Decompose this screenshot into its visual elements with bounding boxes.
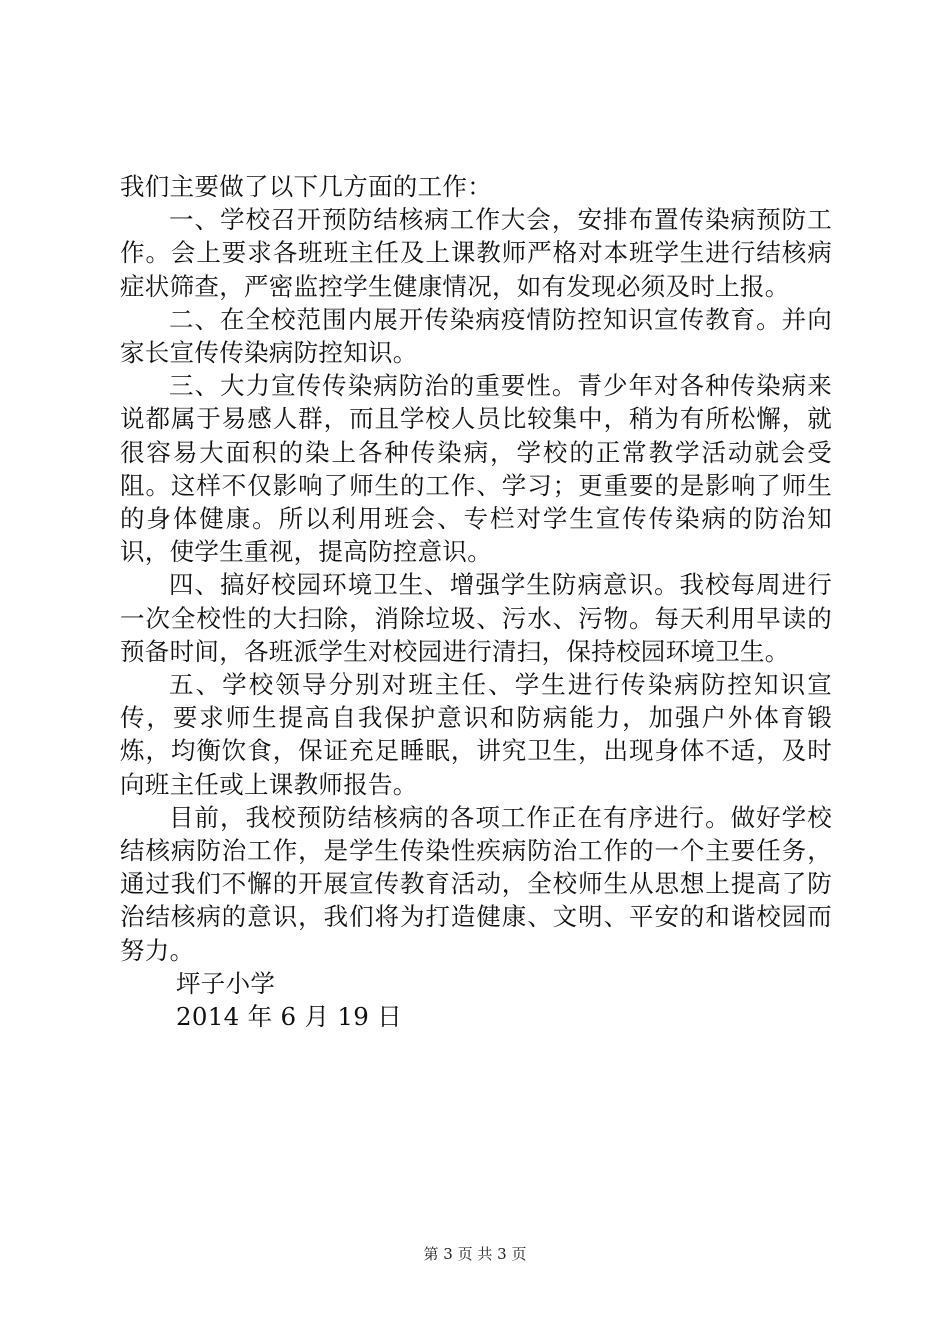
- paragraph-4: 四、搞好校园环境卫生、增强学生防病意识。我校每周进行一次全校性的大扫除，消除垃圾、污水、污物。每天利用早读的预备时间，各班派学生对校园进行清扫，保持校园环境卫生。: [120, 570, 832, 666]
- paragraph-3: 三、大力宣传传染病防治的重要性。青少年对各种传染病来说都属于易感人群，而且学校人员比较集中，稍为有所松懈，就很容易大面积的染上各种传染病，学校的正常教学活动就会受阻。这样不仅影响了师生的工作、学习；更重要的是影响了师生的身体健康。所以利用班会、专栏对学生宣传传染病的防治知识，使学生重视，提高防控意识。: [120, 371, 832, 567]
- intro-line: 我们主要做了以下几方面的工作：: [120, 172, 492, 201]
- paragraph-1: 一、学校召开预防结核病工作大会，安排布置传染病预防工作。会上要求各班班主任及上课教师严格对本班学生进行结核病症状筛查，严密监控学生健康情况，如有发现必须及时上报。: [120, 205, 832, 301]
- signature-date: 2014 年 6 月 19 日: [176, 1002, 403, 1032]
- page-footer: [0, 1244, 950, 1264]
- paragraph-6: 目前，我校预防结核病的各项工作正在有序进行。做好学校结核病防治工作，是学生传染性疾病防治工作的一个主要任务，通过我们不懈的开展宣传教育活动，全校师生从思想上提高了防治结核病的意识，我们将为打造健康、文明、平安的和谐校园而努力。: [120, 802, 832, 965]
- paragraph-5: 五、学校领导分别对班主任、学生进行传染病防控知识宣传，要求师生提高自我保护意识和防病能力，加强户外体育锻炼，均衡饮食，保证充足睡眠，讲究卫生，出现身体不适，及时向班主任或上课教师报告。: [120, 670, 832, 799]
- paragraph-2: 二、在全校范围内展开传染病疫情防控知识宣传教育。并向家长宣传传染病防控知识。: [120, 304, 832, 368]
- page-indicator: 第 3 页 共 3 页: [423, 1245, 527, 1263]
- signature-school: 坪子小学: [176, 968, 276, 998]
- document-body: [120, 170, 832, 1033]
